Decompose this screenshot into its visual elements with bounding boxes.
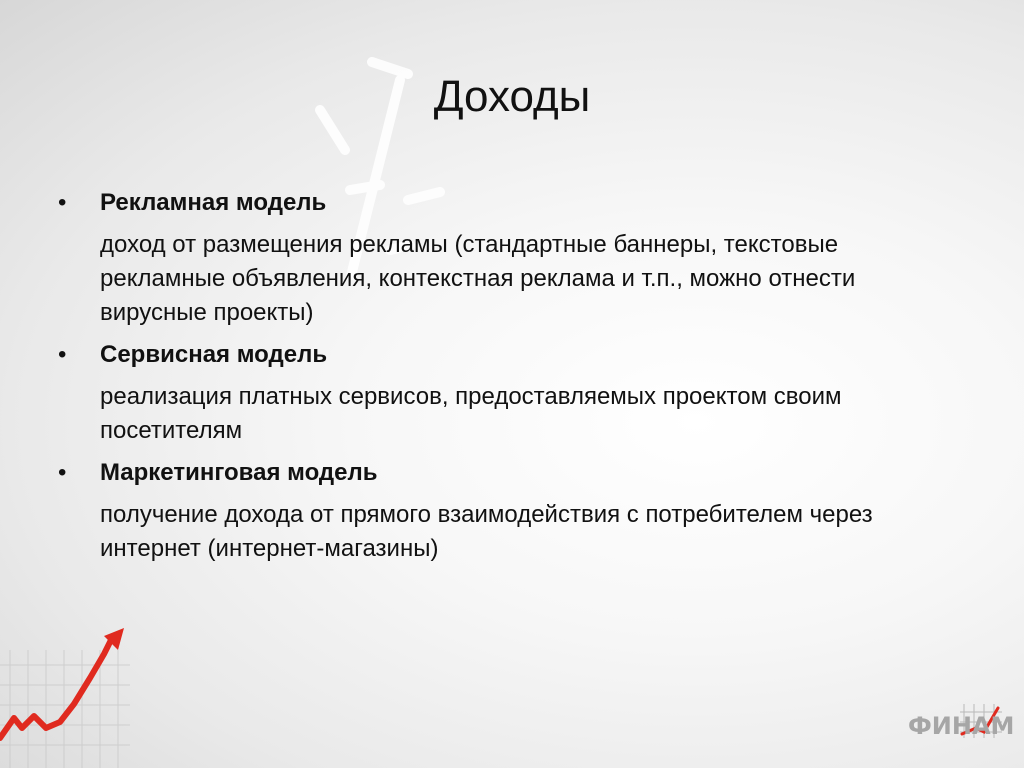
bullet-icon: • xyxy=(58,459,67,486)
item-description: доход от размещения рекламы (стандартные баннеры, текстовые рекламные объявления, контекстная реклама и т.п., можно отнести вирусные проекты) xyxy=(100,231,856,326)
slide-title: Доходы xyxy=(433,72,591,121)
rising-chart-arrow-icon xyxy=(0,620,140,768)
item-heading: Маркетинговая модель xyxy=(100,459,378,486)
item-description: реализация платных сервисов, предоставляемых проектом своим посетителям xyxy=(100,383,842,444)
bullet-icon: • xyxy=(58,189,67,216)
logo-text: ФИНАМ xyxy=(908,712,1015,740)
list-item-service-model xyxy=(58,338,958,448)
finam-logo xyxy=(898,696,1024,768)
item-heading: Рекламная модель xyxy=(100,189,327,216)
bullet-list xyxy=(58,186,958,574)
item-heading: Сервисная модель xyxy=(100,341,328,368)
list-item-marketing-model xyxy=(58,456,958,566)
item-description: получение дохода от прямого взаимодействия с потребителем через интернет (интернет-магазины) xyxy=(100,501,873,562)
bullet-icon: • xyxy=(58,341,67,368)
list-item-advertising-model xyxy=(58,186,958,330)
